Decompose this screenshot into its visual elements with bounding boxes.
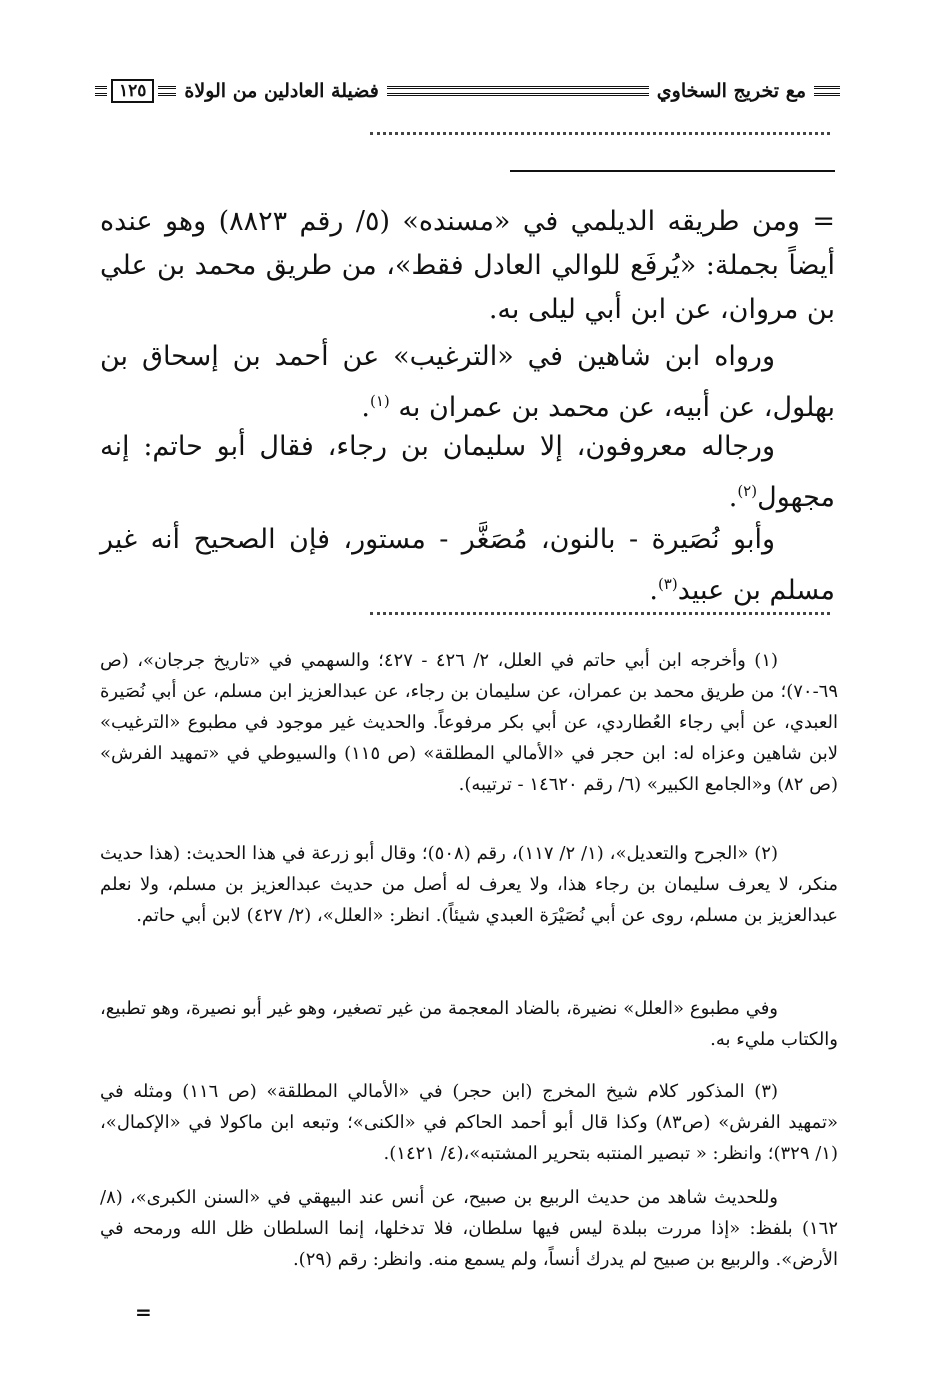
footnote-2 bbox=[100, 838, 838, 931]
paragraph-text: ورواه ابن شاهين في «الترغيب» عن أحمد بن إسحاق بن بهلول، عن أبيه، عن محمد بن عمران به $^{(١)}$. bbox=[100, 341, 835, 423]
footnote-text: (٣) المذكور كلام شيخ المخرج (ابن حجر) في «الأمالي المطلقة» (ص ١١٦) ومثله في «تمهيد الفرش» (ص٨٣) وكذا قال أبو أحمد الحاكم في «الكنى»؛ وتبعه ابن ماكولا في «الإكمال»، (١/ ٣٢٩)؛ وانظر: « تبصير المنتبه بتحرير المشتبه»،(٤/ ١٤٢١). bbox=[100, 1081, 838, 1164]
footnote-3-note bbox=[100, 1182, 838, 1275]
header-right-title: فضيلة العادلين من الولاة bbox=[184, 80, 379, 102]
main-text-paragraph-4 bbox=[100, 518, 835, 613]
header-bar-middle bbox=[387, 86, 649, 96]
running-header bbox=[95, 76, 840, 106]
main-text-paragraph-3 bbox=[100, 425, 835, 520]
paragraph-text: = ومن طريقه الديلمي في «مسنده» (٥/ رقم ٨٨٢٣) وهو عنده أيضاً بجملة: «يُرفَع للوالي العادل فقط»، من طريق محمد بن علي بن مروان، عن ابن أبي ليلى به. bbox=[100, 206, 835, 325]
continuation-mark: = bbox=[135, 1300, 152, 1324]
continuation-dotted-separator bbox=[370, 132, 830, 135]
header-bar-left bbox=[95, 86, 107, 96]
main-text-paragraph-1 bbox=[100, 200, 835, 332]
header-rule bbox=[510, 170, 835, 172]
header-bar-right bbox=[814, 86, 840, 96]
main-text-paragraph-2 bbox=[100, 335, 835, 430]
footnote-3 bbox=[100, 1076, 838, 1169]
footnote-dotted-separator bbox=[370, 612, 830, 615]
footnote-ref-2[interactable]: (٢) bbox=[737, 482, 758, 500]
header-bar-pre-number bbox=[158, 86, 176, 96]
paragraph-body: ورجاله معروفون، إلا سليمان بن رجاء، فقال أبو حاتم: إنه مجهول bbox=[100, 431, 835, 513]
paragraph-body: ورواه ابن شاهين في «الترغيب» عن أحمد بن إسحاق بن بهلول، عن أبيه، عن محمد بن عمران به bbox=[100, 341, 835, 423]
footnote-text: وللحديث شاهد من حديث الربيع بن صبيح، عن أنس عند البيهقي في «السنن الكبرى»، (٨/ ١٦٢) بلفظ: «إذا مررت ببلدة ليس فيها سلطان، فلا تدخلها، إنما السلطان ظل الله ورمحه في الأرض». والربيع بن صبيح لم يدرك أنساً، ولم يسمع منه. وانظر: رقم (٢٩). bbox=[100, 1187, 838, 1270]
footnote-text: (١) وأخرجه ابن أبي حاتم في العلل، ٢/ ٤٢٦ - ٤٢٧؛ والسهمي في «تاريخ جرجان»، (ص ٦٩-٧٠)؛ من طريق محمد بن عمران، عن سليمان بن رجاء، عن عبدالعزيز ابن مسلم، عن أبي نُصَيرة العبدي، عن أبي رجاء العُطاردي، عن أبي بكر مرفوعاً. والحديث غير موجود في مطبوع «الترغيب» لابن شاهين وعزاه له: ابن حجر في «الأمالي المطلقة» (ص ١١٥) والسيوطي في «تمهيد الفرش» (ص ٨٢) و«الجامع الكبير» (٦/ رقم ١٤٦٢٠ - ترتيبه). bbox=[100, 650, 838, 795]
footnote-text: وفي مطبوع «العلل» نضيرة، بالضاد المعجمة من غير تصغير، وهو غير أبو نصيرة، وهو تطبيع، والكتاب مليء به. bbox=[100, 998, 838, 1050]
paragraph-text: ورجاله معروفون، إلا سليمان بن رجاء، فقال أبو حاتم: إنه مجهول$^{(٢)}$. bbox=[100, 431, 835, 513]
footnote-text: (٢) «الجرح والتعديل»، (١/ ٢/ ١١٧)، رقم (٥٠٨)؛ وقال أبو زرعة في هذا الحديث: (هذا حديث منكر، لا يعرف سليمان بن رجاء هذا، ولا يعرف له أصل من حديث عبدالعزيز بن مسلم، ولا نعلم عبدالعزيز بن مسلم، روى عن أبي نُصَيْرَة العبدي شيئاً). انظر: «العلل»، (٢/ ٤٢٧) لابن أبي حاتم. bbox=[100, 843, 838, 926]
paragraph-text: وأبو نُصَيرة - بالنون، مُصَغَّر - مستور، فإن الصحيح أنه غير مسلم بن عبيد$^{(٣)}$. bbox=[100, 524, 835, 606]
footnote-1 bbox=[100, 645, 838, 800]
footnote-2-note bbox=[100, 993, 838, 1055]
page-number: ١٢٥ bbox=[111, 79, 154, 103]
paragraph-body: وأبو نُصَيرة - بالنون، مُصَغَّر - مستور، فإن الصحيح أنه غير مسلم بن عبيد bbox=[100, 524, 835, 606]
footnote-ref-3[interactable]: (٣) bbox=[657, 575, 678, 593]
footnote-ref-1[interactable]: (١) bbox=[370, 392, 390, 410]
header-left-title: مع تخريج السخاوي bbox=[656, 80, 806, 102]
